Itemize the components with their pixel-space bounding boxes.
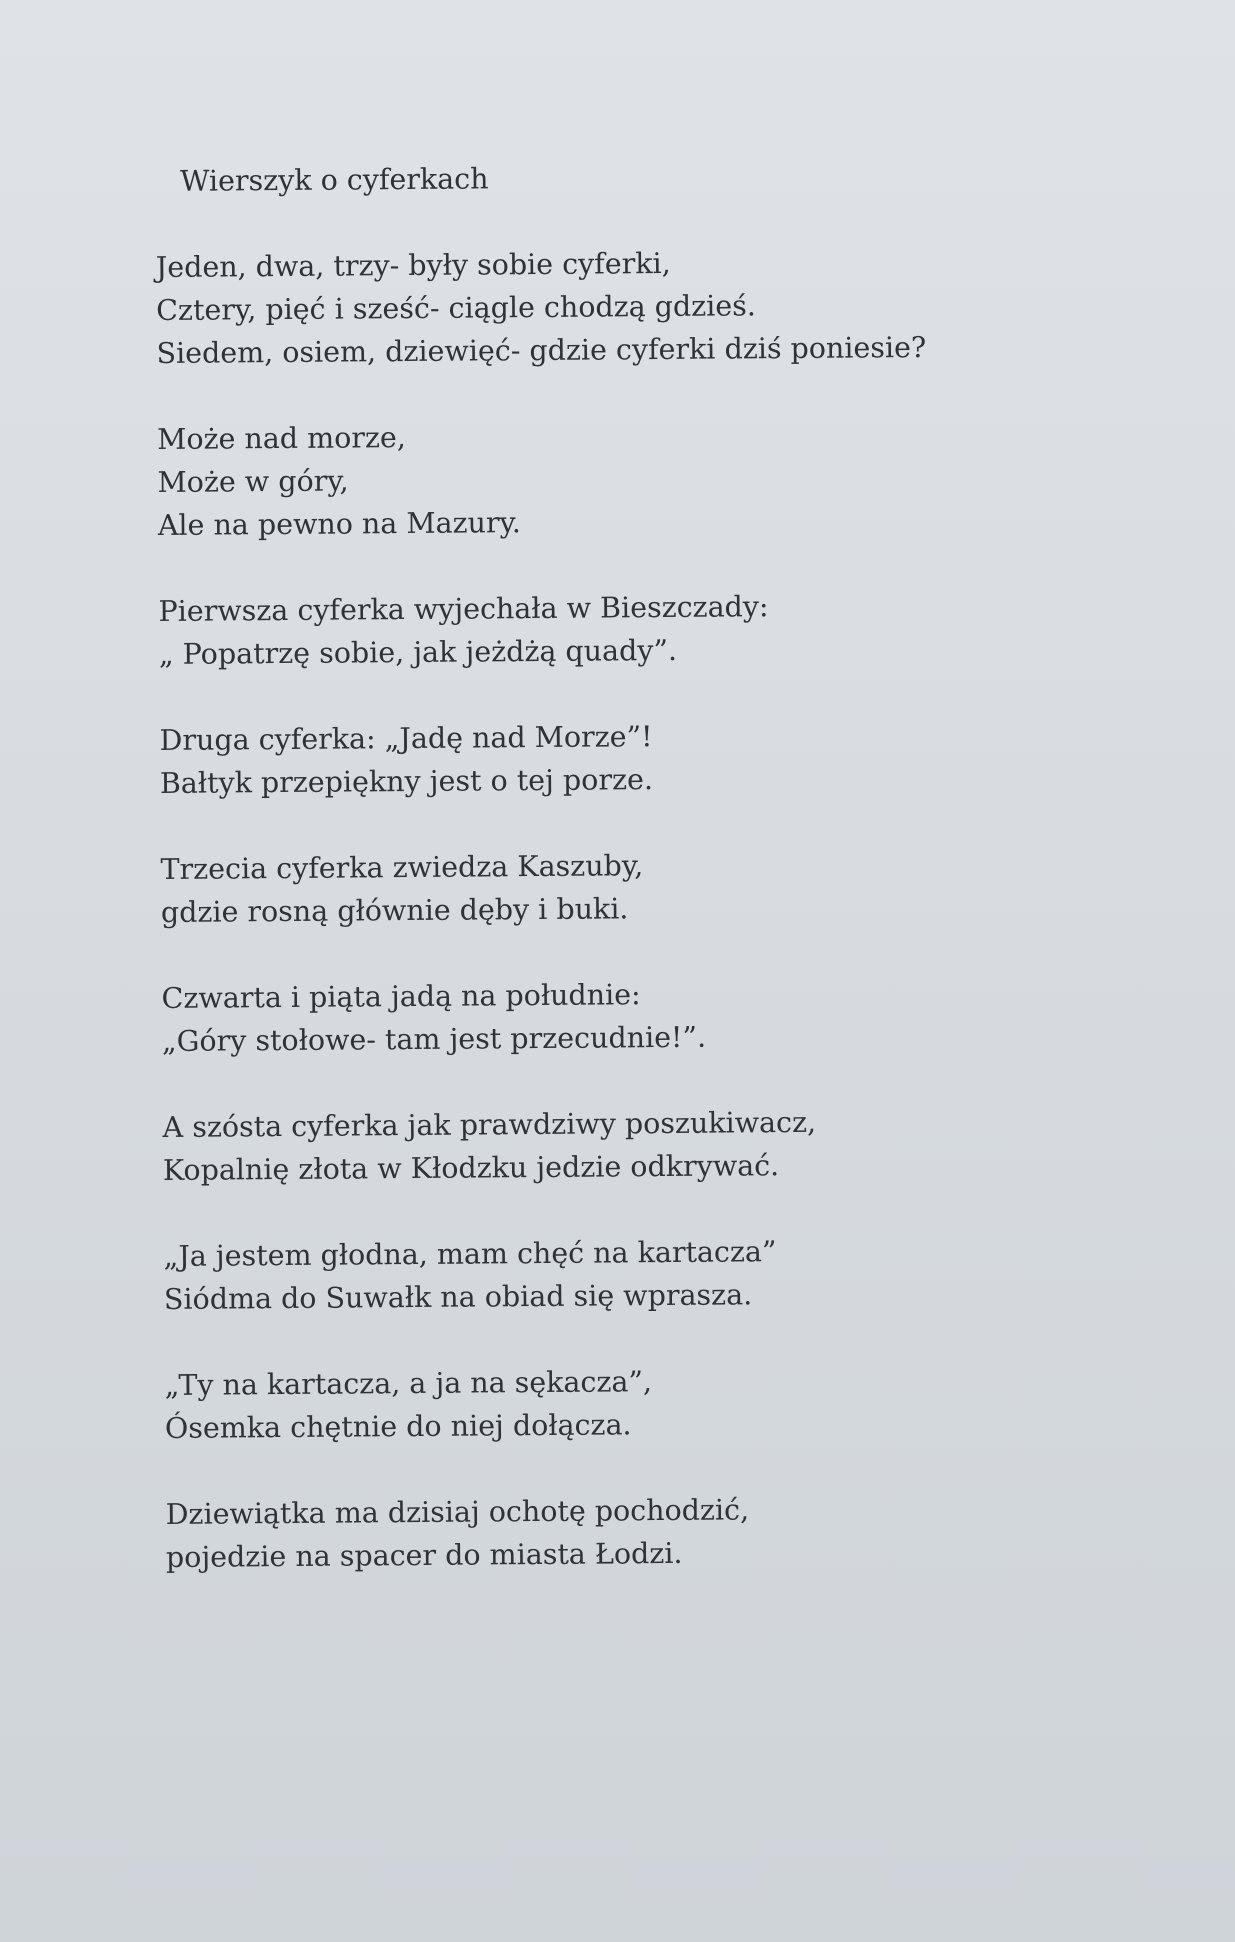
poem-line: pojedzie na spacer do miasta Łodzi.	[165, 1536, 683, 1574]
poem-title: Wierszyk o cyferkach	[180, 162, 489, 198]
poem-line: A szósta cyferka jak prawdziwy poszukiwacz,	[162, 1105, 817, 1144]
poem-line: „ Popatrzę sobie, jak jeżdżą quady”.	[158, 633, 678, 671]
stanza-6	[161, 969, 1162, 1063]
poem-line: „Ty na kartacza, a ja na sękacza”,	[164, 1365, 653, 1402]
stanza-10	[165, 1485, 1166, 1579]
poem-line: Ale na pewno na Mazury.	[157, 506, 522, 542]
poem-line: „Góry stołowe- tam jest przecudnie!”.	[161, 1020, 707, 1058]
poem-line: Może w góry,	[157, 464, 349, 499]
poem-line: Siódma do Suwałk na obiad się wprasza.	[163, 1278, 753, 1316]
poem-line: Dziewiątka ma dzisiaj ochotę pochodzić,	[165, 1493, 750, 1531]
poem-line: Siedem, osiem, dziewięć- gdzie cyferki dziś poniesie?	[156, 330, 927, 370]
poem-line: Pierwsza cyferka wyjechała w Bieszczady:	[158, 590, 769, 628]
stanza-4	[159, 711, 1160, 805]
stanza-2	[157, 410, 1158, 547]
poem-line: Ósemka chętnie do niej dołącza.	[164, 1408, 632, 1445]
poem-line: Trzecia cyferka zwiedza Kaszuby,	[160, 849, 644, 886]
stanza-5	[160, 840, 1161, 934]
poem-line: „Ja jestem głodna, mam chęć na kartacza”	[163, 1235, 777, 1273]
stanza-7	[162, 1098, 1163, 1192]
poem	[155, 152, 1166, 1622]
poem-line: Czwarta i piąta jadą na południe:	[161, 978, 641, 1015]
stanza-1	[156, 238, 1157, 375]
stanza-9	[164, 1356, 1165, 1450]
poem-line: Może nad morze,	[157, 421, 407, 456]
stanza-3	[158, 582, 1159, 676]
poem-line: Jeden, dwa, trzy- były sobie cyferki,	[155, 246, 671, 284]
poem-line: Druga cyferka: „Jadę nad Morze”!	[159, 720, 653, 757]
poem-line: Kopalnię złota w Kłodzku jedzie odkrywać.	[162, 1149, 780, 1187]
poem-line: Cztery, pięć i sześć- ciągle chodzą gdzieś.	[156, 289, 757, 327]
poem-line: gdzie rosną głównie dęby i buki.	[160, 892, 629, 929]
poem-line: Bałtyk przepiękny jest o tej porze.	[159, 763, 654, 800]
stanza-8	[163, 1227, 1164, 1321]
